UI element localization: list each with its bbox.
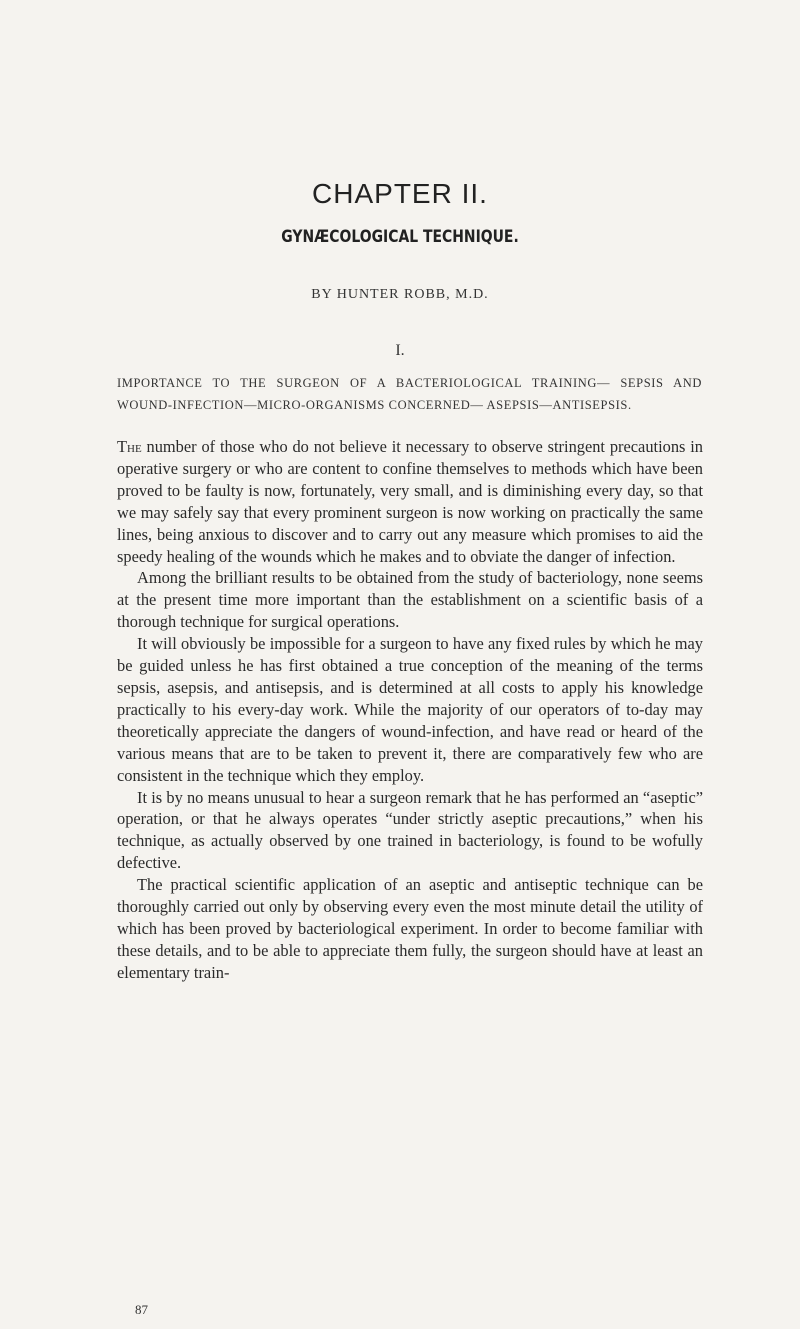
paragraph-1-lead-word: The: [117, 437, 142, 456]
paragraph-5: The practical scientific application of an aseptic and antiseptic technique can be thoroughly carried out only by observing every even the most minute detail the utility of which has been proved by bacteriological experiment. In order to become familiar with these details, and to be able to appreciate them fully, the surgeon should have at least an elementary train-: [117, 875, 703, 982]
author-byline: BY HUNTER ROBB, M.D.: [311, 287, 489, 302]
paragraph-1: [117, 436, 703, 567]
body-text: [117, 436, 703, 984]
paragraph-4: It is by no means unusual to hear a surgeon remark that he has performed an “aseptic” operation, or that he always operates “under strictly aseptic precautions,” when his technique, as actually observed by one trained in bacteriology, is found to be wofully defective.: [117, 787, 703, 873]
section-number: I.: [395, 342, 405, 359]
paragraph-3: It will obviously be impossible for a surgeon to have any fixed rules by which he may be guided unless he has first obtained a true conception of the meaning of the terms sepsis, asepsis, and antisepsis, and is determined at all costs to apply his knowledge practically to his every-day work. While the majority of our operators of to-day may theoretically appreciate the dangers of wound-infection, and have read or heard of the various means that are to be taken to prevent it, there are comparatively few who are consistent in the technique which they employ.: [117, 634, 703, 785]
page-number: 87: [135, 1302, 148, 1317]
paragraph-1-text: number of those who do not believe it necessary to observe stringent precautions in operative surgery or who are content to confine themselves to methods which have been proved to be faulty is now, fortunately, very small, and is diminishing every day, so that we may safely say that every prominent surgeon is now working on practically the same lines, being anxious to discover and to carry out any measure which promises to aid the speedy healing of the wounds which he makes and to obviate the danger of infection.: [117, 437, 703, 566]
chapter-title: CHAPTER II.: [312, 178, 488, 209]
paragraph-2: Among the brilliant results to be obtained from the study of bacteriology, none seems at the present time more important than the establishment on a scientific basis of a thorough technique for surgical operations.: [117, 568, 703, 632]
section-heading: IMPORTANCE TO THE SURGEON OF A BACTERIOLOGICAL TRAINING— SEPSIS AND WOUND-INFECTION—MICRO-ORGANISMS CONCERNED— ASEPSIS—ANTISEPSIS.: [117, 376, 702, 412]
chapter-subtitle: GYNÆCOLOGICAL TECHNIQUE.: [281, 227, 519, 247]
